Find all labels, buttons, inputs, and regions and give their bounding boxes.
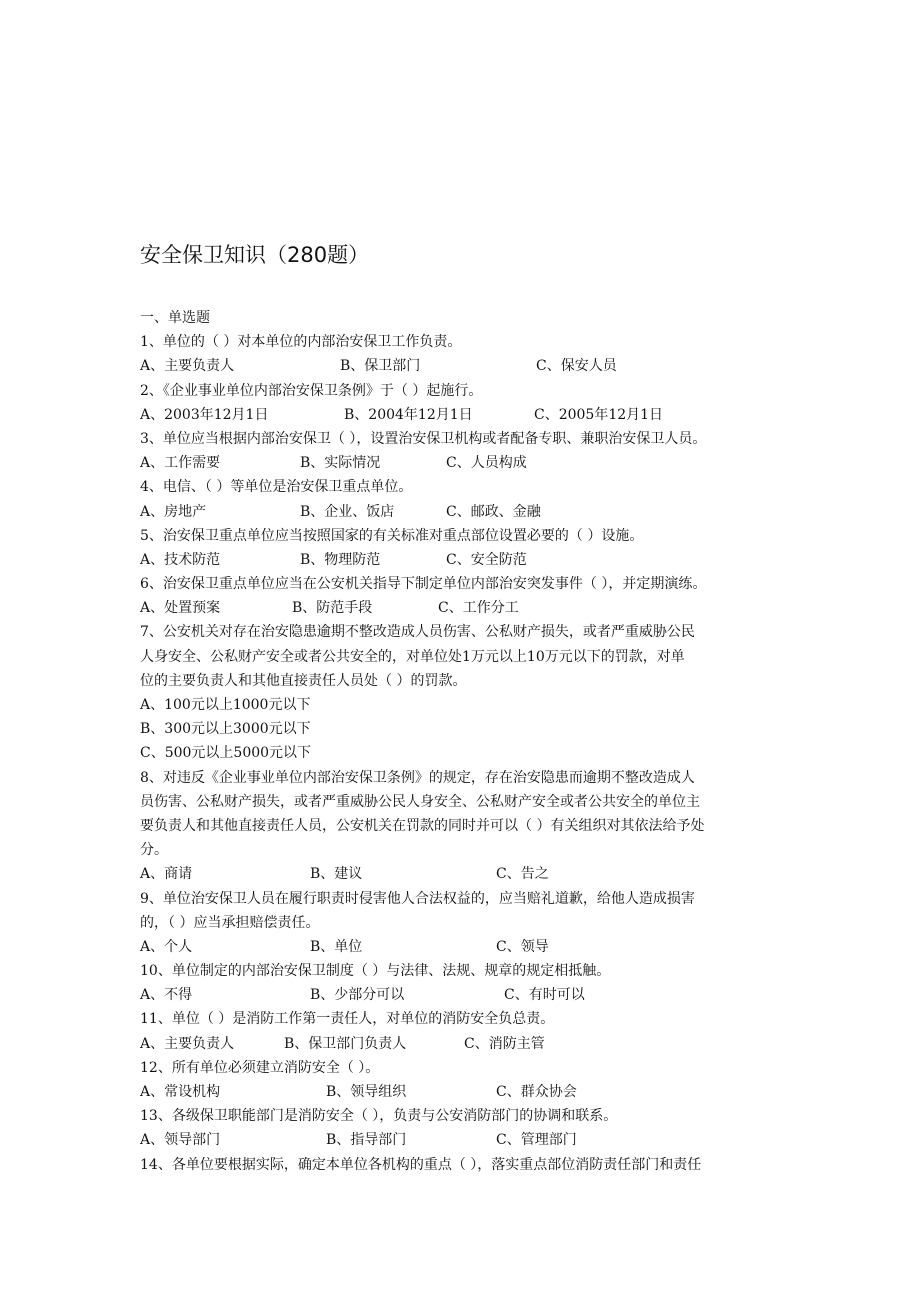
option-c: C、群众协会 xyxy=(496,1084,577,1100)
option-c: C、工作分工 xyxy=(438,600,519,617)
option-c: C、管理部门 xyxy=(496,1132,577,1149)
question-options xyxy=(140,1032,780,1056)
section-heading: 一、单选题 xyxy=(140,310,210,326)
option-c: C、保安人员 xyxy=(536,358,617,375)
question-text: 12、所有单位必须建立消防安全（ ）。 xyxy=(140,1059,380,1076)
question-options xyxy=(140,1128,780,1152)
question-text: 分。 xyxy=(140,842,168,859)
question-text: 8、对违反《企业事业单位内部治安保卫条例》的规定，存在治安隐患而逾期不整改造成人 xyxy=(140,769,695,786)
option-a: A、个人 xyxy=(140,938,193,955)
option-a: A、主要负责人 xyxy=(140,1035,235,1052)
option-b: B、2004年12月1日 xyxy=(344,406,473,423)
option-b: B、指导部门 xyxy=(326,1132,407,1149)
page-title: 安全保卫知识（280题） xyxy=(140,243,370,267)
option-a: A、技术防范 xyxy=(140,551,221,568)
question-text: 位的主要负责人和其他直接责任人员处（ ）的罚款。 xyxy=(140,672,467,689)
option-c: C、2005年12月1日 xyxy=(534,406,664,423)
option-a: A、房地产 xyxy=(140,503,207,520)
question-options xyxy=(140,500,780,524)
option-a: A、商请 xyxy=(140,866,193,883)
option-c: C、邮政、金融 xyxy=(446,503,541,520)
option-b: B、300元以上3000元以下 xyxy=(140,721,311,738)
question-text: 4、电信、（ ）等单位是治安保卫重点单位。 xyxy=(140,479,413,496)
option-a: A、2003年12月1日 xyxy=(140,406,269,423)
question-options xyxy=(140,354,780,378)
question-text: 员伤害、公私财产损失，或者严重威胁公民人身安全、公私财产安全或者公共安全的单位主 xyxy=(140,793,700,810)
question-text: 6、治安保卫重点单位应当在公安机关指导下制定单位内部治安突发事件（ ），并定期演练。 xyxy=(140,576,707,593)
question-options xyxy=(140,403,780,427)
question-text: 7、公安机关对存在治安隐患逾期不整改造成人员伤害、公私财产损失，或者严重威胁公民 xyxy=(140,624,695,641)
option-a: A、领导部门 xyxy=(140,1132,221,1149)
option-c: C、人员构成 xyxy=(446,455,527,472)
option-b: B、单位 xyxy=(310,938,363,955)
question-text: 人身安全、公私财产安全或者公共安全的，对单位处1万元以上10万元以下的罚款，对单 xyxy=(140,648,685,665)
option-b: B、建议 xyxy=(310,866,363,883)
question-options xyxy=(140,935,780,959)
question-options xyxy=(140,451,780,475)
question-options xyxy=(140,548,780,572)
question-options xyxy=(140,596,780,620)
option-c: C、告之 xyxy=(496,866,549,883)
option-a: A、常设机构 xyxy=(140,1084,221,1100)
question-text: 5、治安保卫重点单位应当按照国家的有关标准对重点部位设置必要的（ ）设施。 xyxy=(140,527,644,544)
question-options xyxy=(140,1080,780,1104)
option-a: A、不得 xyxy=(140,987,193,1004)
question-options xyxy=(140,862,780,886)
question-text: 14、各单位要根据实际，确定本单位各机构的重点（ ），落实重点部位消防责任部门和责任 xyxy=(140,1156,702,1173)
option-b: B、保卫部门 xyxy=(340,358,421,375)
option-c: C、领导 xyxy=(496,938,549,955)
option-c: C、500元以上5000元以下 xyxy=(140,745,312,762)
question-text: 11、单位（ ）是消防工作第一责任人，对单位的消防安全负总责。 xyxy=(140,1011,555,1028)
option-b: B、实际情况 xyxy=(300,455,381,472)
question-text: 2、《企业事业单位内部治安保卫条例》于（ ）起施行。 xyxy=(140,382,483,399)
option-b: B、防范手段 xyxy=(292,600,373,617)
option-a: A、主要负责人 xyxy=(140,358,235,375)
option-c: C、有时可以 xyxy=(504,987,585,1004)
option-c: C、消防主管 xyxy=(464,1035,545,1052)
question-text: 3、单位应当根据内部治安保卫（ ），设置治安保卫机构或者配备专职、兼职治安保卫人员。 xyxy=(140,430,707,447)
question-text: 9、单位治安保卫人员在履行职责时侵害他人合法权益的，应当赔礼道歉，给他人造成损害 xyxy=(140,890,695,907)
option-a: A、处置预案 xyxy=(140,600,221,617)
option-b: B、少部分可以 xyxy=(310,987,405,1004)
option-b: B、保卫部门负责人 xyxy=(284,1035,407,1052)
option-b: B、物理防范 xyxy=(300,551,381,568)
question-list xyxy=(140,306,780,1177)
option-c: C、安全防范 xyxy=(446,551,527,568)
option-b: B、领导组织 xyxy=(326,1084,407,1100)
question-text: 的，（ ）应当承担赔偿责任。 xyxy=(140,914,320,931)
question-text: 要负责人和其他直接责任人员，公安机关在罚款的同时并可以（ ）有关组织对其依法给予处 xyxy=(140,817,705,834)
question-text: 1、单位的（ ）对本单位的内部治安保卫工作负责。 xyxy=(140,334,462,351)
question-text: 10、单位制定的内部治安保卫制度（ ）与法律、法规、规章的规定相抵触。 xyxy=(140,963,611,980)
option-a: A、工作需要 xyxy=(140,455,221,472)
question-options xyxy=(140,983,780,1007)
option-a: A、100元以上1000元以下 xyxy=(140,697,311,713)
option-b: B、企业、饭店 xyxy=(300,503,395,520)
question-text: 13、各级保卫职能部门是消防安全（ ），负责与公安消防部门的协调和联系。 xyxy=(140,1108,618,1125)
